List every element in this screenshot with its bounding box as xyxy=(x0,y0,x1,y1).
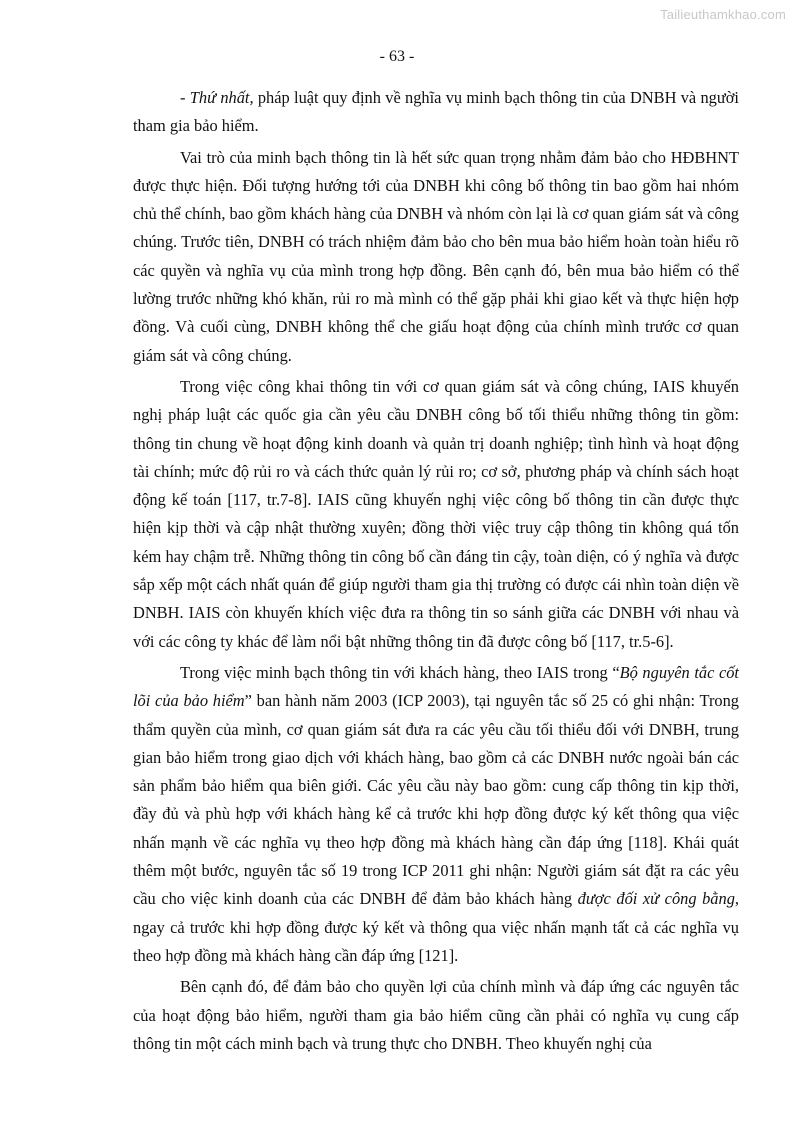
watermark: Tailieuthamkhao.com xyxy=(660,7,786,22)
document-body xyxy=(133,84,739,1061)
paragraph-4 xyxy=(133,659,739,970)
emphasis-text: Bộ nguyên tắc cốt lõi của bảo hiểm xyxy=(133,662,739,711)
paragraph-5 xyxy=(133,973,739,1058)
paragraph-text: Vai trò của minh bạch thông tin là hết sức quan trọng nhằm đảm bảo cho HĐBHNT được thực hiện. Đối tượng hướng tới của DNBH khi công bố thông tin bao gồm hai nhóm chủ thể chính, bao gồm khách hàng của DNBH và nhóm còn lại là cơ quan giám sát và công chúng. Trước tiên, DNBH có trách nhiệm đảm bảo cho bên mua bảo hiểm hoàn toàn hiểu rõ các quyền và nghĩa vụ của mình trong hợp đồng. Bên cạnh đó, bên mua bảo hiểm có thể lường trước những khó khăn, rủi ro mà mình có thể gặp phải khi giao kết và thực hiện hợp đồng. Và cuối cùng, DNBH không thể che giấu hoạt động của chính mình trước cơ quan giám sát và công chúng. xyxy=(133,147,739,365)
emphasis-text: được đối xử công bằng xyxy=(577,889,735,909)
paragraph-2 xyxy=(133,144,739,370)
paragraph-3 xyxy=(133,373,739,656)
paragraph-text: pháp luật quy định về nghĩa vụ minh bạch thông tin của DNBH và người tham gia bảo hiểm. xyxy=(133,88,739,136)
paragraph-text: ” ban hành năm 2003 (ICP 2003), tại nguyên tắc số 25 có ghi nhận: Trong thẩm quyền của mình, cơ quan giám sát đưa ra các yêu cầu tối thiểu đối với DNBH, trung gian bảo hiểm trong giao dịch với khách hàng, bao gồm cả các DNBH nước ngoài bán các sản phẩm bảo hiểm qua biên giới. Các yêu cầu này bao gồm: cung cấp thông tin kịp thời, đầy đủ và phù hợp với khách hàng kể cả trước khi hợp đồng được ký kết thông qua việc nhấn mạnh về các nghĩa vụ theo hợp đồng mà khách hàng cần đáp ứng [118]. Khái quát thêm một bước, nguyên tắc số 19 trong ICP 2011 ghi nhận: Người giám sát đặt ra các yêu cầu cho việc kinh doanh của các DNBH để đảm bảo khách hàng xyxy=(133,691,739,909)
paragraph-text: Trong việc công khai thông tin với cơ quan giám sát và công chúng, IAIS khuyến nghị pháp luật các quốc gia cần yêu cầu DNBH công bố tối thiểu những thông tin gồm: thông tin chung về hoạt động kinh doanh và quản trị doanh nghiệp; tình hình và hoạt động tài chính; mức độ rủi ro và cách thức quản lý rủi ro; cơ sở, phương pháp và chính sách hoạt động kế toán [117, tr.7-8]. IAIS cũng khuyến nghị việc công bố thông tin cần được thực hiện kịp thời và cập nhật thường xuyên; đồng thời việc truy cập thông tin không quá tốn kém hay chậm trễ. Những thông tin công bố cần đáng tin cậy, toàn diện, có ý nghĩa và được sắp xếp một cách nhất quán để giúp người tham gia thị trường có được cái nhìn toàn diện về DNBH. IAIS còn khuyến khích việc đưa ra thông tin so sánh giữa các DNBH với nhau và với các công ty khác để làm nổi bật những thông tin đã được công bố [117, tr.5-6]. xyxy=(133,376,739,651)
paragraph-text: , ngay cả trước khi hợp đồng được ký kết và thông qua việc nhấn mạnh tất cả các nghĩa vụ theo hợp đồng mà khách hàng cần đáp ứng [121]. xyxy=(133,889,739,965)
paragraph-text: Trong việc minh bạch thông tin với khách hàng, theo IAIS trong “ xyxy=(180,662,620,682)
emphasis-text: Thứ nhất, xyxy=(189,88,254,107)
page-number: - 63 - xyxy=(379,48,415,65)
paragraph-text: Bên cạnh đó, để đảm bảo cho quyền lợi của chính mình và đáp ứng các nguyên tắc của hoạt động bảo hiểm, người tham gia bảo hiểm cũng cần phải có nghĩa vụ cung cấp thông tin một cách minh bạch và trung thực cho DNBH. Theo khuyến nghị của xyxy=(133,977,739,1053)
paragraph-1 xyxy=(133,84,739,141)
paragraph-text: - xyxy=(180,88,190,107)
